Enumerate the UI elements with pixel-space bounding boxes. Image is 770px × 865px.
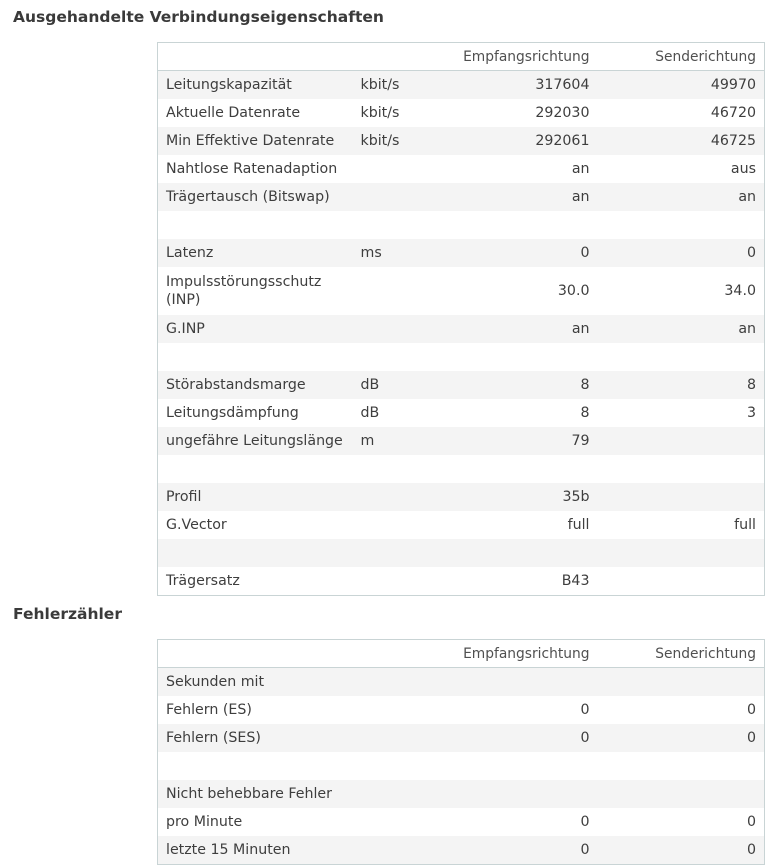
row-unit	[353, 724, 443, 752]
row-rx: an	[443, 155, 598, 183]
row-label	[158, 211, 353, 239]
row-tx: 46720	[598, 99, 765, 127]
row-label: Latenz	[158, 239, 353, 267]
row-unit	[353, 668, 443, 697]
table-row	[158, 780, 765, 808]
row-tx	[598, 567, 765, 596]
row-label: G.INP	[158, 315, 353, 343]
table-row	[158, 836, 765, 865]
table-row	[158, 696, 765, 724]
row-rx: 317604	[443, 71, 598, 100]
table-row	[158, 71, 765, 100]
row-rx: 0	[443, 696, 598, 724]
row-rx	[443, 343, 598, 371]
row-tx	[598, 211, 765, 239]
row-unit	[353, 211, 443, 239]
row-label: Aktuelle Datenrate	[158, 99, 353, 127]
row-unit: kbit/s	[353, 71, 443, 100]
row-rx: 0	[443, 239, 598, 267]
row-label: Min Effektive Datenrate	[158, 127, 353, 155]
row-rx: an	[443, 183, 598, 211]
header-unit	[353, 43, 443, 71]
table-row	[158, 427, 765, 455]
row-unit: kbit/s	[353, 99, 443, 127]
row-tx: 0	[598, 724, 765, 752]
row-label	[158, 752, 353, 780]
row-unit	[353, 836, 443, 865]
row-tx: 0	[598, 808, 765, 836]
connection-properties-table	[157, 42, 765, 596]
section-title-connection-properties: Ausgehandelte Verbindungseigenschaften	[13, 8, 384, 26]
row-tx: 46725	[598, 127, 765, 155]
row-label: Leitungskapazität	[158, 71, 353, 100]
table-row	[158, 668, 765, 697]
row-unit: dB	[353, 371, 443, 399]
row-label: Profil	[158, 483, 353, 511]
row-label: Sekunden mit	[158, 668, 353, 697]
row-rx: 79	[443, 427, 598, 455]
table-row	[158, 155, 765, 183]
row-tx	[598, 483, 765, 511]
row-label	[158, 455, 353, 483]
row-rx: full	[443, 511, 598, 539]
row-label: pro Minute	[158, 808, 353, 836]
row-rx	[443, 455, 598, 483]
row-label: Störabstandsmarge	[158, 371, 353, 399]
table-row	[158, 399, 765, 427]
row-tx	[598, 427, 765, 455]
row-rx: 30.0	[443, 267, 598, 315]
row-label: Fehlern (ES)	[158, 696, 353, 724]
row-unit: m	[353, 427, 443, 455]
table-row	[158, 267, 765, 315]
header-unit	[353, 640, 443, 668]
row-rx: an	[443, 315, 598, 343]
row-label: Trägersatz	[158, 567, 353, 596]
row-unit	[353, 183, 443, 211]
row-rx: B43	[443, 567, 598, 596]
spacer-row	[158, 343, 765, 371]
header-send: Senderichtung	[598, 43, 765, 71]
row-tx	[598, 539, 765, 567]
row-tx: 3	[598, 399, 765, 427]
row-rx: 292061	[443, 127, 598, 155]
row-rx: 0	[443, 724, 598, 752]
table-row	[158, 99, 765, 127]
row-rx: 35b	[443, 483, 598, 511]
row-rx: 292030	[443, 99, 598, 127]
header-label	[158, 43, 353, 71]
row-rx: 0	[443, 808, 598, 836]
row-label: Leitungsdämpfung	[158, 399, 353, 427]
row-unit: kbit/s	[353, 127, 443, 155]
header-label	[158, 640, 353, 668]
row-label: G.Vector	[158, 511, 353, 539]
row-unit	[353, 567, 443, 596]
row-rx	[443, 668, 598, 697]
row-tx: 0	[598, 696, 765, 724]
row-label: letzte 15 Minuten	[158, 836, 353, 865]
row-tx: 0	[598, 239, 765, 267]
row-label: Fehlern (SES)	[158, 724, 353, 752]
row-tx: 34.0	[598, 267, 765, 315]
row-label	[158, 539, 353, 567]
row-label: ungefähre Leitungslänge	[158, 427, 353, 455]
section-title-error-counters: Fehlerzähler	[13, 605, 122, 623]
row-label: Nahtlose Ratenadaption	[158, 155, 353, 183]
table-row	[158, 239, 765, 267]
row-rx: 8	[443, 399, 598, 427]
spacer-row	[158, 752, 765, 780]
row-unit	[353, 808, 443, 836]
row-tx: 49970	[598, 71, 765, 100]
row-unit	[353, 267, 443, 315]
table-row	[158, 183, 765, 211]
row-tx: aus	[598, 155, 765, 183]
row-label: Impulsstörungsschutz (INP)	[158, 267, 353, 315]
row-rx	[443, 780, 598, 808]
row-unit	[353, 696, 443, 724]
row-unit	[353, 343, 443, 371]
table-row	[158, 724, 765, 752]
row-unit: dB	[353, 399, 443, 427]
row-tx	[598, 780, 765, 808]
header-receive: Empfangsrichtung	[443, 43, 598, 71]
spacer-row	[158, 211, 765, 239]
row-tx: full	[598, 511, 765, 539]
table-row	[158, 127, 765, 155]
row-unit	[353, 155, 443, 183]
row-unit	[353, 539, 443, 567]
table-row	[158, 483, 765, 511]
row-rx: 8	[443, 371, 598, 399]
table-header-row	[158, 640, 765, 668]
header-send: Senderichtung	[598, 640, 765, 668]
row-label: Nicht behebbare Fehler	[158, 780, 353, 808]
row-tx	[598, 668, 765, 697]
table-row	[158, 315, 765, 343]
row-tx: an	[598, 315, 765, 343]
row-rx	[443, 211, 598, 239]
row-unit	[353, 511, 443, 539]
table-row	[158, 808, 765, 836]
row-rx	[443, 752, 598, 780]
table-header-row	[158, 43, 765, 71]
table-row	[158, 371, 765, 399]
row-tx: 0	[598, 836, 765, 865]
header-receive: Empfangsrichtung	[443, 640, 598, 668]
row-tx: 8	[598, 371, 765, 399]
row-tx: an	[598, 183, 765, 211]
row-unit	[353, 483, 443, 511]
row-tx	[598, 455, 765, 483]
row-unit	[353, 780, 443, 808]
row-unit	[353, 455, 443, 483]
row-label: Trägertausch (Bitswap)	[158, 183, 353, 211]
spacer-row	[158, 455, 765, 483]
row-rx: 0	[443, 836, 598, 865]
spacer-row	[158, 539, 765, 567]
row-tx	[598, 343, 765, 371]
row-rx	[443, 539, 598, 567]
row-unit	[353, 752, 443, 780]
error-counters-table	[157, 639, 765, 865]
row-unit: ms	[353, 239, 443, 267]
table-row	[158, 511, 765, 539]
row-tx	[598, 752, 765, 780]
table-row	[158, 567, 765, 596]
row-label	[158, 343, 353, 371]
row-unit	[353, 315, 443, 343]
